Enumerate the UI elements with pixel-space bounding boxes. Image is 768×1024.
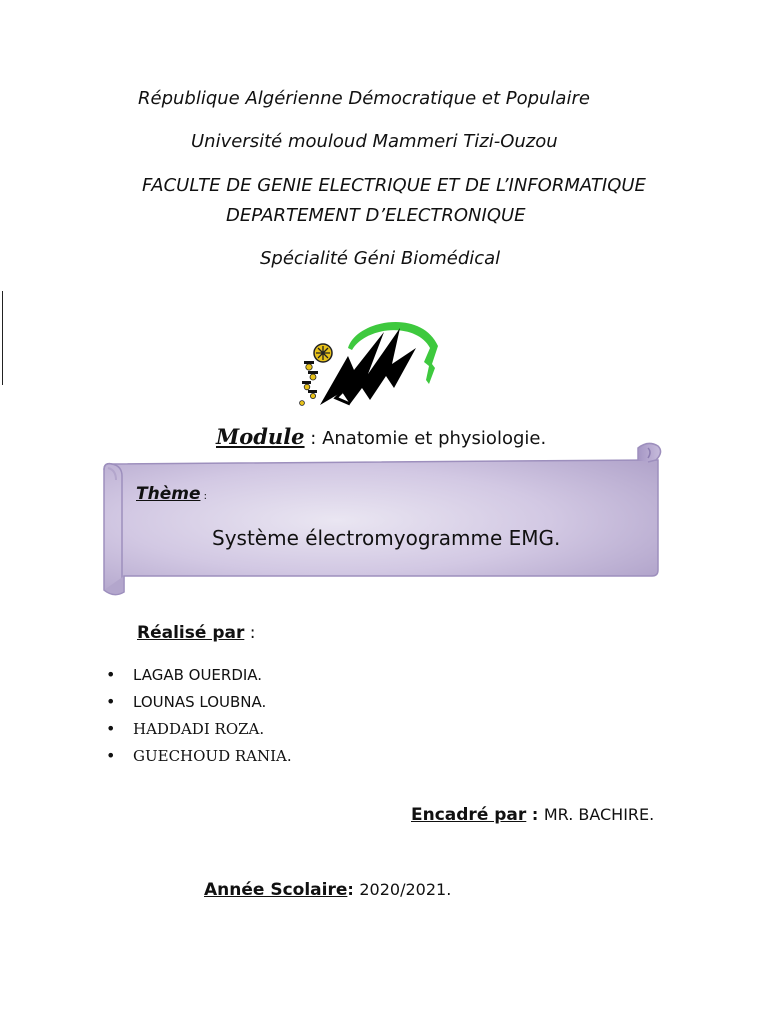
student-name: LAGAB OUERDIA.: [133, 666, 263, 684]
list-item: [106, 691, 292, 718]
faculty-heading: FACULTE DE GENIE ELECTRIQUE ET DE L’INFORMATIQUE: [142, 175, 646, 196]
module-separator: :: [304, 428, 323, 449]
theme-value: Système électromyogramme EMG.: [212, 526, 561, 550]
student-name: GUECHOUD RANIA.: [133, 747, 292, 765]
university-heading: Université mouloud Mammeri Tizi-Ouzou: [191, 131, 558, 152]
encadre-value: MR. BACHIRE.: [543, 805, 655, 824]
student-list: [106, 664, 292, 772]
realise-label: Réalisé par: [137, 623, 245, 643]
realise-line: [137, 623, 255, 643]
student-name: HADDADI ROZA.: [133, 720, 265, 738]
theme-line: [136, 484, 207, 504]
university-logo: [296, 310, 446, 410]
theme-separator: :: [200, 491, 208, 502]
specialty-heading: Spécialité Géni Biomédical: [260, 248, 501, 269]
theme-scroll-banner: [100, 440, 666, 600]
list-item: [106, 745, 292, 772]
bullet-icon: •: [106, 746, 116, 765]
annee-separator: :: [347, 880, 360, 899]
republic-heading: République Algérienne Démocratique et Populaire: [138, 88, 590, 109]
module-value: Anatomie et physiologie.: [322, 428, 547, 449]
list-item: [106, 664, 292, 691]
student-name: LOUNAS LOUBNA.: [133, 693, 267, 711]
module-label: Module: [216, 424, 305, 449]
realise-separator: :: [244, 623, 256, 643]
bullet-icon: •: [106, 665, 116, 684]
bullet-icon: •: [106, 692, 116, 711]
list-item: [106, 718, 292, 745]
margin-mark: [0, 291, 3, 385]
bullet-icon: •: [106, 719, 116, 738]
annee-value: 2020/2021.: [359, 880, 452, 899]
encadre-line: [411, 805, 654, 825]
annee-label: Année Scolaire: [204, 880, 348, 900]
department-heading: DEPARTEMENT D’ELECTRONIQUE: [226, 205, 526, 226]
theme-label: Thème: [136, 484, 201, 504]
encadre-separator: :: [526, 805, 544, 824]
encadre-label: Encadré par: [411, 805, 527, 825]
annee-line: [204, 880, 451, 900]
